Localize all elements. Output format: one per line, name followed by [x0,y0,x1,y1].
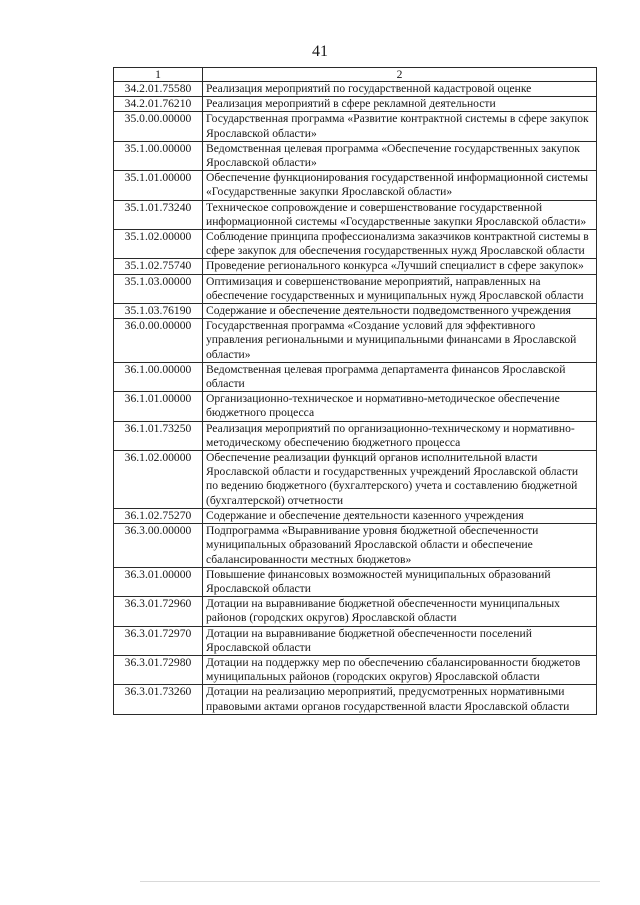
item-name-cell: Оптимизация и совершенствование мероприятий, направленных на обеспечение государственных и муниципальных нужд Ярославской области [203,274,597,303]
item-name-cell: Ведомственная целевая программа «Обеспечение государственных закупок Ярославской области» [203,141,597,170]
table-row [114,82,597,97]
table-row [114,655,597,684]
table-body [114,68,597,715]
item-name-cell: Ведомственная целевая программа департамента финансов Ярославской области [203,362,597,391]
table-row [114,304,597,319]
table-row [114,567,597,596]
item-name-cell: Проведение регионального конкурса «Лучший специалист в сфере закупок» [203,259,597,274]
table-row [114,685,597,714]
table-row [114,362,597,391]
item-name-cell: Государственная программа «Создание условий для эффективного управления региональными и муниципальными финансами в Ярославской области» [203,319,597,363]
table-row [114,274,597,303]
item-name-cell: Реализация мероприятий по государственной кадастровой оценке [203,82,597,97]
item-name-cell: Реализация мероприятий в сфере рекламной деятельности [203,97,597,112]
classification-code-cell: 36.1.01.00000 [114,392,203,421]
table-row [114,392,597,421]
item-name-cell: Реализация мероприятий по организационно-техническому и нормативно-методическому обеспечению бюджетного процесса [203,421,597,450]
classification-code-cell: 36.1.02.00000 [114,451,203,509]
table-row [114,451,597,509]
table-row [114,626,597,655]
table-row [114,319,597,363]
page-number: 41 [312,43,328,60]
table-header-row [114,68,597,82]
classification-code-cell: 35.1.03.00000 [114,274,203,303]
table-row [114,171,597,200]
classification-code-cell: 34.2.01.75580 [114,82,203,97]
item-name-cell: Соблюдение принципа профессионализма заказчиков контрактной системы в сфере закупок для обеспечения государственных нужд Ярославской области [203,230,597,259]
column-header-1: 1 [114,68,203,82]
table-row [114,597,597,626]
table-row [114,97,597,112]
classification-code-cell: 36.3.01.72970 [114,626,203,655]
classification-code-cell: 36.3.01.72960 [114,597,203,626]
table-row [114,230,597,259]
item-name-cell: Повышение финансовых возможностей муниципальных образований Ярославской области [203,567,597,596]
table-row [114,524,597,568]
table-row [114,141,597,170]
budget-code-table [113,67,597,715]
table-row [114,200,597,229]
classification-code-cell: 36.1.01.73250 [114,421,203,450]
item-name-cell: Организационно-техническое и нормативно-методическое обеспечение бюджетного процесса [203,392,597,421]
classification-code-cell: 36.3.00.00000 [114,524,203,568]
item-name-cell: Содержание и обеспечение деятельности подведомственного учреждения [203,304,597,319]
classification-code-cell: 35.1.00.00000 [114,141,203,170]
classification-code-cell: 35.1.02.75740 [114,259,203,274]
classification-code-cell: 35.0.00.00000 [114,112,203,141]
item-name-cell: Дотации на выравнивание бюджетной обеспеченности муниципальных районов (городских округов) Ярославской области [203,597,597,626]
classification-code-cell: 36.3.01.00000 [114,567,203,596]
item-name-cell: Дотации на поддержку мер по обеспечению сбалансированности бюджетов муниципальных районов (городских округов) Ярославской области [203,655,597,684]
item-name-cell: Техническое сопровождение и совершенствование государственной информационной системы «Государственные закупки Ярославской области» [203,200,597,229]
classification-code-cell: 34.2.01.76210 [114,97,203,112]
item-name-cell: Обеспечение функционирования государственной информационной системы «Государственные закупки Ярославской области» [203,171,597,200]
table-row [114,421,597,450]
classification-code-cell: 35.1.01.73240 [114,200,203,229]
classification-code-cell: 36.3.01.72980 [114,655,203,684]
item-name-cell: Подпрограмма «Выравнивание уровня бюджетной обеспеченности муниципальных образований Ярославской области и обеспечение сбалансированности местных бюджетов» [203,524,597,568]
classification-code-cell: 36.1.02.75270 [114,508,203,523]
classification-code-cell: 36.1.00.00000 [114,362,203,391]
column-header-2: 2 [203,68,597,82]
table-row [114,259,597,274]
table-row [114,508,597,523]
classification-code-cell: 35.1.02.00000 [114,230,203,259]
classification-code-cell: 36.0.00.00000 [114,319,203,363]
page-bottom-rule [140,881,600,882]
classification-code-cell: 35.1.03.76190 [114,304,203,319]
item-name-cell: Дотации на выравнивание бюджетной обеспеченности поселений Ярославской области [203,626,597,655]
classification-code-cell: 36.3.01.73260 [114,685,203,714]
item-name-cell: Содержание и обеспечение деятельности казенного учреждения [203,508,597,523]
item-name-cell: Государственная программа «Развитие контрактной системы в сфере закупок Ярославской области» [203,112,597,141]
item-name-cell: Дотации на реализацию мероприятий, предусмотренных нормативными правовыми актами органов государственной власти Ярославской области [203,685,597,714]
table-row [114,112,597,141]
classification-code-cell: 35.1.01.00000 [114,171,203,200]
item-name-cell: Обеспечение реализации функций органов исполнительной власти Ярославской области и государственных учреждений Ярославской области по ведению бюджетного (бухгалтерского) учета и составлению бюджетной (бухгалтерской) отчетности [203,451,597,509]
